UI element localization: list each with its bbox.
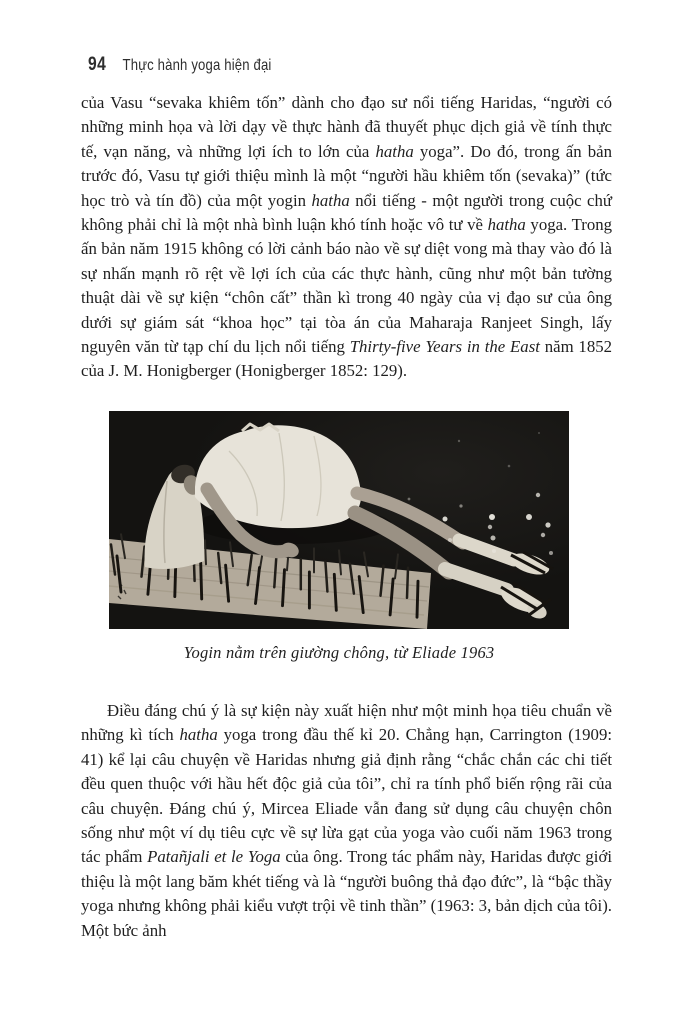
yogin-bed-of-nails-photo [109,411,569,629]
paragraph-1: của Vasu “sevaka khiêm tốn” dành cho đạo sư nổi tiếng Haridas, “người có những minh họa và lời dạy về thực hành đã thuyết phục dịch giả về tính thực tế, vạn năng, và những lợi ích to lớn của hatha yoga”. Do đó, trong ấn bản trước đó, Vasu tự giới thiệu mình là một “người hầu khiêm tốn (sevaka)” (tức học trò và tín đồ) của một yogin hatha nổi tiếng - một người trong cuộc chứ không phải chỉ là một nhà bình luận khó tính hoặc vô tư về hatha yoga. Trong ấn bản năm 1915 không có lời cảnh báo nào về sự diệt vong mà thay vào đó là sự nhấn mạnh rõ rệt về lợi ích của các thực hành, cũng như một bản tường thuật dài về sự kiện “chôn cất” thần kì trong 40 ngày của vị đạo sư của ông dưới sự giám sát “khoa học” tại tòa án của Maharaja Ranjeet Singh, lấy nguyên văn từ tạp chí du lịch nổi tiếng Thirty-five Years in the East năm 1852 của J. M. Honigberger (Honigberger 1852: 129). [81,93,612,381]
figure-yogin [109,411,569,663]
figure-caption: Yogin nằm trên giường chông, từ Eliade 1963 [183,643,495,662]
running-header [88,54,272,76]
running-title: Thực hành yoga hiện đại [122,57,272,74]
paragraph-2: Điều đáng chú ý là sự kiện này xuất hiện như một minh họa tiêu chuẩn về những kì tích hatha yoga trong đầu thế kỉ 20. Chẳng hạn, Carrington (1909: 41) kể lại câu chuyện về Haridas nhưng giả định rằng “chắc chắn các chi tiết đều quen thuộc với hầu hết độc giả của tôi”, chỉ ra tính phổ biến rộng rãi của câu chuyện. Đáng chú ý, Mircea Eliade vẫn đang sử dụng câu chuyện chôn sống như một ví dụ tiêu cực về sự lừa gạt của yoga vào cuối năm 1963 trong tác phẩm Patañjali et le Yoga của ông. Trong tác phẩm này, Haridas được giới thiệu là một lang băm khét tiếng và là “người buông thả đạo đức”, là “bậc thầy yoga nhưng không phải kiểu vượt trội về tinh thần” (1963: 3, bản dịch của tôi). Một bức ảnh [81,701,613,940]
page-number: 94 [88,54,107,75]
